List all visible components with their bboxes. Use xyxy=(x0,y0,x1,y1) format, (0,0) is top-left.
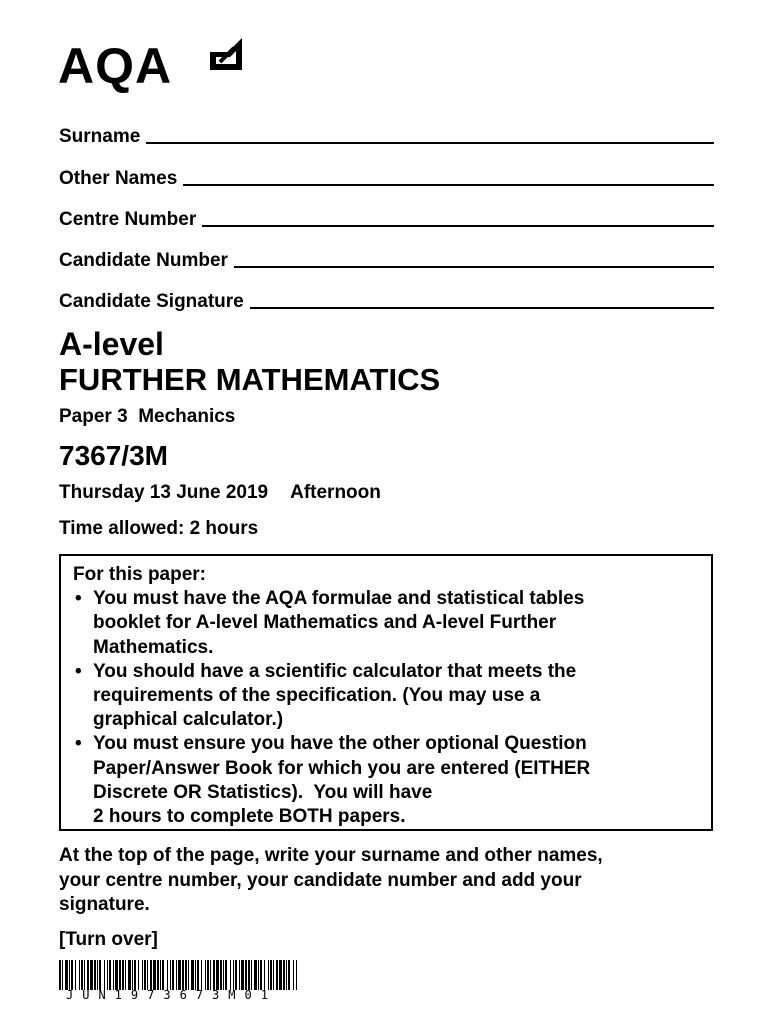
exam-paper: Paper 3 Mechanics xyxy=(59,406,236,427)
item-line: You should have a scientific calculator that meets the xyxy=(93,660,577,682)
item-line: Paper/Answer Book for which you are entered (EITHER xyxy=(93,757,591,779)
aqa-logo xyxy=(58,34,248,96)
item-line: requirements of the specification. (You may use a xyxy=(93,685,541,707)
item-line: graphical calculator.) xyxy=(93,709,284,731)
item-line: booklet for A-level Mathematics and A-level Further xyxy=(93,612,557,634)
barcode-text: JUN1973673M01 xyxy=(66,988,277,1002)
surname-line[interactable] xyxy=(146,122,714,144)
candidate-signature-label: Candidate Signature xyxy=(59,291,244,312)
requirements-list xyxy=(73,587,701,829)
instructions xyxy=(59,844,729,918)
exam-code: 7367/3M xyxy=(59,440,168,471)
leaf-mark-icon xyxy=(206,34,246,74)
instruction-line: signature. xyxy=(59,894,150,915)
bullet-icon: • xyxy=(75,733,82,755)
other-names-line[interactable] xyxy=(183,164,714,186)
time-allowed: Time allowed: 2 hours xyxy=(59,518,259,539)
exam-date-line xyxy=(59,482,381,504)
item-line: 2 hours to complete BOTH papers. xyxy=(93,806,406,828)
exam-subject: FURTHER MATHEMATICS xyxy=(59,362,441,397)
candidate-number-field[interactable] xyxy=(59,242,714,272)
turn-over: [Turn over] xyxy=(59,929,158,950)
box-heading: For this paper: xyxy=(73,564,207,585)
candidate-number-line[interactable] xyxy=(234,246,714,268)
item-line: You must ensure you have the other optional Question xyxy=(93,733,587,755)
centre-number-line[interactable] xyxy=(202,205,714,227)
surname-field[interactable] xyxy=(59,118,714,148)
bullet-icon: • xyxy=(75,660,82,682)
surname-label: Surname xyxy=(59,126,141,147)
bullet-icon: • xyxy=(75,588,82,610)
other-names-label: Other Names xyxy=(59,168,178,189)
exam-level: A-level xyxy=(59,326,164,362)
instruction-line: your centre number, your candidate number and add your xyxy=(59,869,582,891)
item-line: You must have the AQA formulae and statistical tables xyxy=(93,588,585,610)
logo-text: AQA xyxy=(58,38,173,94)
requirements-box xyxy=(59,554,713,831)
candidate-number-label: Candidate Number xyxy=(59,250,228,271)
candidate-signature-line[interactable] xyxy=(250,287,714,309)
other-names-field[interactable] xyxy=(59,160,714,190)
list-item xyxy=(73,660,701,733)
exam-date: Thursday 13 June 2019 xyxy=(59,482,269,503)
instruction-line: At the top of the page, write your surname and other names, xyxy=(59,845,603,866)
centre-number-field[interactable] xyxy=(59,201,714,231)
candidate-signature-field[interactable] xyxy=(59,283,714,313)
exam-session: Afternoon xyxy=(290,482,381,503)
item-line: Discrete OR Statistics). You will have xyxy=(93,781,433,803)
barcode-icon xyxy=(59,960,299,990)
list-item xyxy=(73,732,701,829)
centre-number-label: Centre Number xyxy=(59,209,197,230)
list-item xyxy=(73,587,701,660)
item-line: Mathematics. xyxy=(93,636,214,658)
